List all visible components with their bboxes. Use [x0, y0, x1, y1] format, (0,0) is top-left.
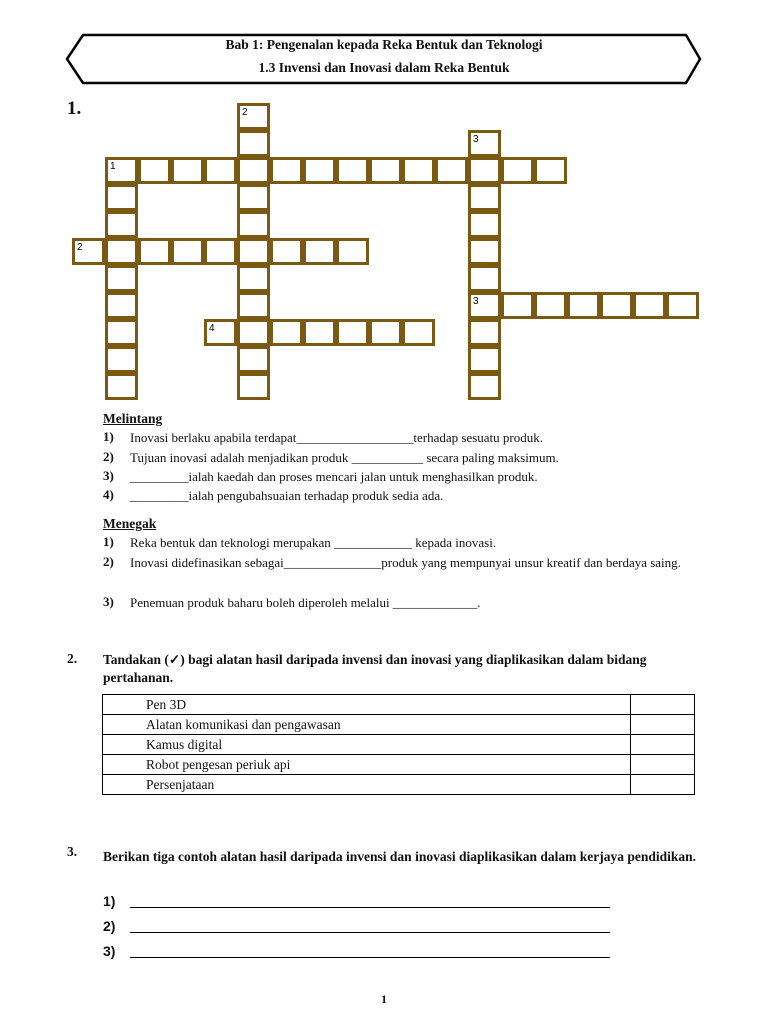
crossword-cell[interactable]	[633, 292, 666, 319]
crossword-cell[interactable]	[534, 157, 567, 184]
clue-text: Reka bentuk dan teknologi merupakan ____________ kepada inovasi.	[130, 535, 497, 550]
crossword-cell[interactable]	[270, 319, 303, 346]
clue-number-down-3: 3	[473, 134, 479, 145]
crossword-cell[interactable]	[534, 292, 567, 319]
crossword-cell[interactable]	[237, 373, 270, 400]
crossword-cell[interactable]	[402, 157, 435, 184]
crossword-cell[interactable]	[468, 157, 501, 184]
page-number: 1	[381, 992, 387, 1006]
crossword-cell[interactable]	[369, 319, 402, 346]
crossword-cell[interactable]	[501, 292, 534, 319]
crossword-cell[interactable]	[138, 157, 171, 184]
crossword-cell[interactable]	[105, 292, 138, 319]
crossword-cell[interactable]	[270, 238, 303, 265]
clue-text: Inovasi berlaku apabila terdapat__________________terhadap sesuatu produk.	[130, 430, 543, 445]
crossword-cell[interactable]	[336, 157, 369, 184]
checkbox-cell[interactable]	[631, 775, 695, 795]
crossword-cell[interactable]	[600, 292, 633, 319]
checkbox-cell[interactable]	[631, 715, 695, 735]
crossword-cell[interactable]	[303, 319, 336, 346]
crossword-cell[interactable]	[336, 238, 369, 265]
clue-text: Inovasi didefinasikan sebagai_______________produk yang mempunyai unsur kreatif dan berdaya saing.	[130, 555, 681, 570]
table-cell-label: Persenjataan	[103, 775, 631, 795]
clue-number-across-2: 2	[77, 242, 83, 253]
melintang-heading: Melintang	[103, 411, 163, 426]
table-cell-label: Robot pengesan periuk api	[103, 755, 631, 775]
question-3-number: 3.	[67, 844, 78, 859]
crossword-cell[interactable]	[237, 319, 270, 346]
crossword-cell[interactable]	[105, 373, 138, 400]
crossword-cell[interactable]	[468, 292, 501, 319]
crossword-cell[interactable]	[171, 157, 204, 184]
table-row	[103, 775, 695, 795]
crossword-cell[interactable]	[237, 292, 270, 319]
clue-number: 3)	[103, 594, 114, 609]
crossword-cell[interactable]	[468, 265, 501, 292]
section-title: 1.3 Invensi dan Inovasi dalam Reka Bentuk	[258, 60, 510, 75]
table-cell-label: Pen 3D	[103, 695, 631, 715]
crossword-cell[interactable]	[468, 130, 501, 157]
crossword-cell[interactable]	[237, 130, 270, 157]
table-cell-label: Kamus digital	[103, 735, 631, 755]
crossword-cell[interactable]	[72, 238, 105, 265]
crossword-cell[interactable]	[468, 238, 501, 265]
question-3-text: Berikan tiga contoh alatan hasil daripada invensi dan inovasi diaplikasikan dalam kerjaya pendidikan.	[103, 849, 697, 864]
chapter-title: Bab 1: Pengenalan kepada Reka Bentuk dan Teknologi	[225, 37, 543, 52]
crossword-cell[interactable]	[171, 238, 204, 265]
defense-tools-table	[102, 694, 695, 795]
clue-text: _________ialah kaedah dan proses mencari jalan untuk menghasilkan produk.	[130, 469, 538, 484]
clue-text: Penemuan produk baharu boleh diperoleh melalui _____________.	[130, 595, 481, 610]
crossword-cell[interactable]	[468, 373, 501, 400]
checkbox-cell[interactable]	[631, 755, 695, 775]
answer-label: 2)	[103, 918, 116, 934]
crossword-cell[interactable]	[435, 157, 468, 184]
answer-line[interactable]	[130, 957, 610, 958]
crossword-cell[interactable]	[402, 319, 435, 346]
answer-label: 1)	[103, 893, 116, 909]
clue-number-across-3: 3	[473, 296, 479, 307]
crossword-cell[interactable]	[105, 184, 138, 211]
crossword-cell[interactable]	[204, 238, 237, 265]
table-row	[103, 695, 695, 715]
table-row	[103, 755, 695, 775]
clue-number-down-2: 2	[242, 107, 248, 118]
clue-text: _________ialah pengubahsuaian terhadap produk sedia ada.	[130, 488, 444, 503]
clue-number-across-1: 1	[110, 161, 116, 172]
crossword-cell[interactable]	[204, 157, 237, 184]
crossword-cell[interactable]	[567, 292, 600, 319]
answer-label: 3)	[103, 943, 116, 959]
crossword-cell[interactable]	[204, 319, 237, 346]
crossword-cell[interactable]	[237, 103, 270, 130]
crossword-cell[interactable]	[468, 346, 501, 373]
crossword-cell[interactable]	[369, 157, 402, 184]
crossword-cell[interactable]	[105, 319, 138, 346]
question-2-text: Tandakan (✓) bagi alatan hasil daripada invensi dan inovasi yang diaplikasikan dalam bidang pertahanan.	[103, 652, 647, 685]
clue-number: 4)	[103, 487, 114, 502]
crossword-cell[interactable]	[105, 157, 138, 184]
crossword-cell[interactable]	[270, 157, 303, 184]
crossword-cell[interactable]	[237, 346, 270, 373]
clue-number: 3)	[103, 468, 114, 483]
crossword-cell[interactable]	[237, 184, 270, 211]
menegak-heading: Menegak	[103, 516, 157, 531]
crossword-cell[interactable]	[237, 211, 270, 238]
clue-text: Tujuan inovasi adalah menjadikan produk ___________ secara paling maksimum.	[130, 450, 559, 465]
crossword-cell[interactable]	[105, 265, 138, 292]
clue-number: 2)	[103, 449, 114, 464]
crossword-cell[interactable]	[666, 292, 699, 319]
crossword-grid	[0, 0, 768, 410]
table-cell-label: Alatan komunikasi dan pengawasan	[103, 715, 631, 735]
crossword-cell[interactable]	[237, 238, 270, 265]
crossword-cell[interactable]	[468, 319, 501, 346]
crossword-cell[interactable]	[237, 157, 270, 184]
crossword-cell[interactable]	[105, 211, 138, 238]
crossword-cell[interactable]	[303, 157, 336, 184]
clue-number: 1)	[103, 534, 114, 549]
crossword-cell[interactable]	[468, 184, 501, 211]
crossword-cell[interactable]	[237, 265, 270, 292]
question-2-number: 2.	[67, 651, 78, 666]
clue-number: 2)	[103, 554, 114, 569]
table-row	[103, 715, 695, 735]
clue-number-across-4: 4	[209, 323, 215, 334]
answer-line[interactable]	[130, 932, 610, 933]
checkbox-cell[interactable]	[631, 735, 695, 755]
crossword-cell[interactable]	[105, 238, 138, 265]
question-1-number: 1.	[67, 98, 82, 119]
crossword-cell[interactable]	[138, 238, 171, 265]
crossword-cell[interactable]	[468, 211, 501, 238]
answer-line[interactable]	[130, 907, 610, 908]
crossword-cell[interactable]	[336, 319, 369, 346]
crossword-cell[interactable]	[303, 238, 336, 265]
clue-number: 1)	[103, 429, 114, 444]
crossword-cell[interactable]	[501, 157, 534, 184]
table-row	[103, 735, 695, 755]
crossword-cell[interactable]	[105, 346, 138, 373]
checkbox-cell[interactable]	[631, 695, 695, 715]
